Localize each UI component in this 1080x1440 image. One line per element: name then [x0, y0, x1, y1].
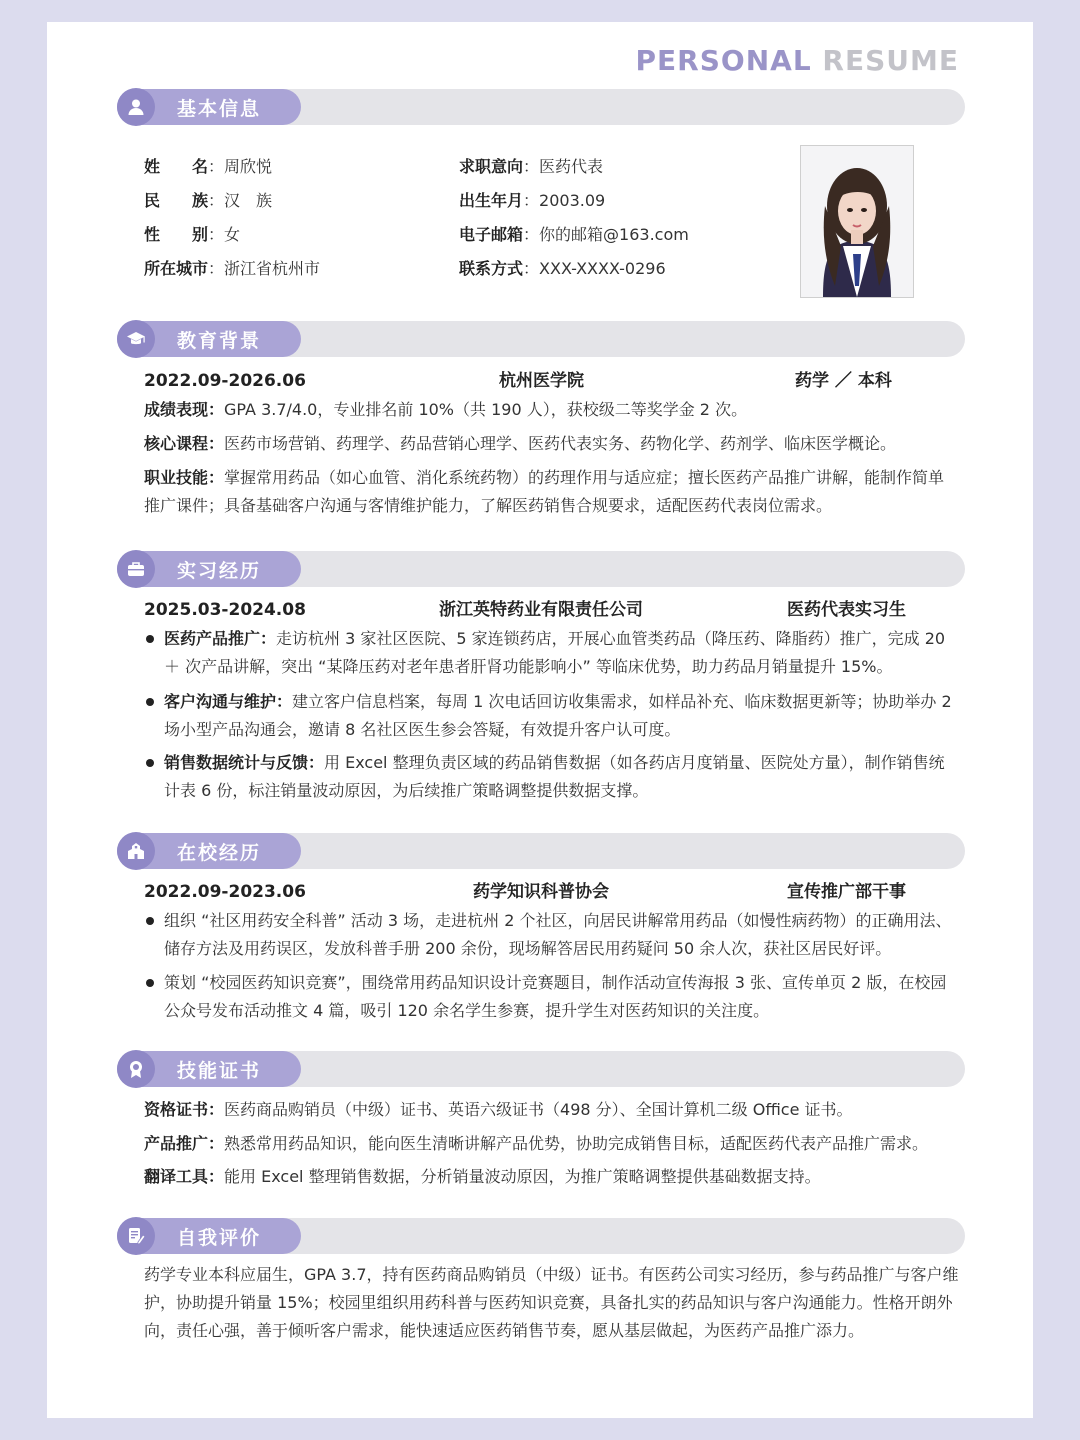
city-row: 所在城市：浙江省杭州市 — [144, 259, 321, 278]
section-header-internship — [117, 551, 301, 587]
section-title: 自我评价 — [177, 1227, 262, 1249]
section-header-basic — [117, 89, 301, 125]
birth-row: 出生年月：2003.09 — [459, 191, 606, 210]
campus-role: 宣传推广部干事 — [787, 882, 906, 902]
skills-certificates: 资格证书：医药商品购销员（中级）证书、英语六级证书（498 分）、全国计算机二级 Office 证书。 — [144, 1100, 853, 1119]
person-icon — [117, 88, 155, 126]
education-major: 药学 ／ 本科 — [795, 371, 892, 391]
section-title: 基本信息 — [177, 98, 262, 120]
section-title: 技能证书 — [177, 1060, 262, 1082]
internship-period: 2025.03-2024.08 — [144, 600, 306, 620]
resume-page — [47, 22, 1033, 1418]
internship-company: 浙江英特药业有限责任公司 — [439, 600, 643, 620]
resume-title: PERSONAL RESUME — [635, 44, 959, 77]
education-courses: 核心课程：医药市场营销、药理学、药品营销心理学、医药代表实务、药物化学、药剂学、临床医学概论。 — [144, 434, 897, 453]
award-ribbon-icon — [117, 1050, 155, 1088]
profile-photo — [800, 145, 914, 298]
section-header-self — [117, 1218, 301, 1254]
section-title: 在校经历 — [177, 842, 262, 864]
graduation-cap-icon — [117, 320, 155, 358]
section-header-campus — [117, 833, 301, 869]
section-header-skills — [117, 1051, 301, 1087]
gender-row: 性 别：女 — [144, 225, 241, 244]
list-item: 策划 “校园医药知识竞赛”，围绕常用药品知识设计竞赛题目，制作活动宣传海报 3 张、宣传单页 2 版，在校园公众号发布活动推文 4 篇，吸引 120 余名学生参赛，提升学生对医药知识的关注度。 — [144, 969, 960, 1025]
section-title: 教育背景 — [177, 330, 262, 352]
briefcase-icon — [117, 550, 155, 588]
edit-document-icon — [117, 1217, 155, 1255]
education-performance: 成绩表现：GPA 3.7/4.0，专业排名前 10%（共 190 人），获校级二等奖学金 2 次。 — [144, 400, 748, 419]
section-title: 实习经历 — [177, 560, 262, 582]
internship-role: 医药代表实习生 — [787, 600, 906, 620]
ethnic-row: 民 族：汉 族 — [144, 191, 273, 210]
skills-promotion: 产品推广：熟悉常用药品知识，能向医生清晰讲解产品优势，协助完成销售目标，适配医药代表产品推广需求。 — [144, 1134, 929, 1153]
education-period: 2022.09-2026.06 — [144, 371, 306, 391]
job-row: 求职意向：医药代表 — [459, 157, 604, 176]
list-item: 医药产品推广：走访杭州 3 家社区医院、5 家连锁药店，开展心血管类药品（降压药、降脂药）推广，完成 20 ＋ 次产品讲解，突出 “某降压药对老年患者肝肾功能影响小” 等临床优势，助力药品月销量提升 15%。 — [144, 625, 960, 681]
campus-period: 2022.09-2023.06 — [144, 882, 306, 902]
school-building-icon — [117, 832, 155, 870]
phone-row: 联系方式：XXX-XXXX-0296 — [459, 259, 666, 278]
campus-org: 药学知识科普协会 — [473, 882, 609, 902]
education-school: 杭州医学院 — [499, 371, 584, 391]
self-evaluation: 药学专业本科应届生，GPA 3.7，持有医药商品购销员（中级）证书。有医药公司实习经历，参与药品推广与客户维护，协助提升销量 15%；校园里组织用药科普与医药知识竞赛，具备扎实的药品知识与客户沟通能力。性格开朗外向，责任心强，善于倾听客户需求，能快速适应医药销售节奏，愿从基层做起，为医药产品推广添力。 — [144, 1265, 959, 1340]
skills-tools: 翻译工具：能用 Excel 整理销售数据，分析销量波动原因，为推广策略调整提供基础数据支持。 — [144, 1167, 821, 1186]
list-item: 销售数据统计与反馈：用 Excel 整理负责区域的药品销售数据（如各药店月度销量、医院处方量），制作销售统计表 6 份，标注销量波动原因，为后续推广策略调整提供数据支撑。 — [144, 749, 960, 805]
list-item: 组织 “社区用药安全科普” 活动 3 场，走进杭州 2 个社区，向居民讲解常用药品（如慢性病药物）的正确用法、储存方法及用药误区，发放科普手册 200 余份，现场解答居民用药疑问 50 余人次，获社区居民好评。 — [144, 907, 960, 963]
email-row: 电子邮箱：你的邮箱@163.com — [459, 225, 689, 244]
section-header-education — [117, 321, 301, 357]
education-skills: 职业技能：掌握常用药品（如心血管、消化系统药物）的药理作用与适应症；擅长医药产品推广讲解，能制作简单推广课件；具备基础客户沟通与客情维护能力，了解医药销售合规要求，适配医药代表岗位需求。 — [144, 468, 945, 515]
list-item: 客户沟通与维护：建立客户信息档案，每周 1 次电话回访收集需求，如样品补充、临床数据更新等；协助举办 2 场小型产品沟通会，邀请 8 名社区医生参会答疑，有效提升客户认可度。 — [144, 688, 960, 744]
name-row: 姓 名：周欣悦 — [144, 157, 273, 176]
